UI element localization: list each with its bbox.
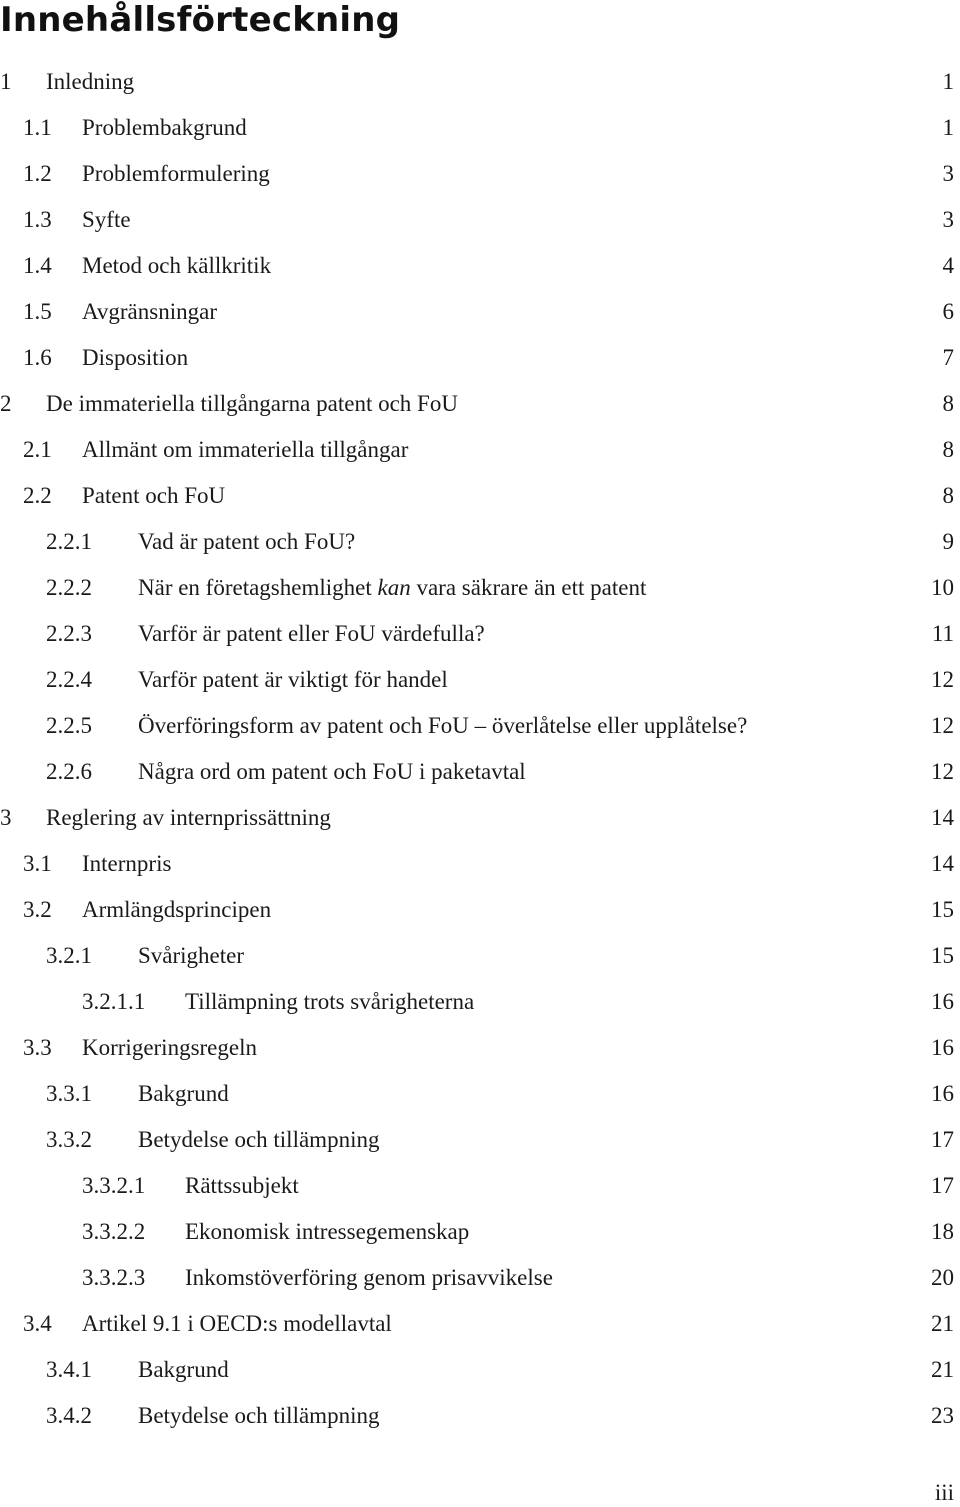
toc-entry-title: Inledning xyxy=(46,69,135,94)
toc-entry-title: Inkomstöverföring genom prisavvikelse xyxy=(185,1265,553,1290)
toc-entry[interactable] xyxy=(0,703,960,749)
toc-entry-title: Problemformulering xyxy=(82,161,270,186)
toc-entry-page: 23 xyxy=(931,1403,954,1428)
toc-entry[interactable] xyxy=(0,1071,960,1117)
toc-entry-number: 3.1 xyxy=(23,851,52,876)
toc-entry-number: 1.2 xyxy=(23,161,52,186)
toc-entry-title: Allmänt om immateriella tillgångar xyxy=(82,437,409,462)
toc-entry-number: 3.3.2.2 xyxy=(82,1219,146,1244)
toc-entry-title: Problembakgrund xyxy=(82,115,247,140)
toc-entry-title: Bakgrund xyxy=(138,1357,229,1382)
toc-entry-number: 3.2 xyxy=(23,897,52,922)
toc-entry[interactable] xyxy=(0,1209,960,1255)
toc-entry[interactable] xyxy=(0,1163,960,1209)
toc-entry-title: Artikel 9.1 i OECD:s modellavtal xyxy=(82,1311,392,1336)
toc-entry-page: 18 xyxy=(931,1219,954,1244)
toc-entry-number: 2.2.5 xyxy=(46,713,92,738)
toc-entry[interactable] xyxy=(0,427,960,473)
toc-entry-page: 14 xyxy=(931,851,954,876)
toc-entry-number: 1 xyxy=(0,69,12,94)
toc-entry-title: Svårigheter xyxy=(138,943,245,968)
toc-entry-page: 16 xyxy=(931,1035,954,1060)
toc-entry[interactable] xyxy=(0,887,960,933)
toc-entry[interactable] xyxy=(0,841,960,887)
toc-entry-page: 6 xyxy=(942,299,954,324)
toc-entry-title: Ekonomisk intressegemenskap xyxy=(185,1219,470,1244)
toc-entry[interactable] xyxy=(0,933,960,979)
toc-entry-title: Varför patent är viktigt för handel xyxy=(138,667,448,692)
toc-entry-page: 11 xyxy=(931,621,954,646)
toc-entry-title: Bakgrund xyxy=(138,1081,229,1106)
toc-entry[interactable] xyxy=(0,473,960,519)
toc-entry[interactable] xyxy=(0,565,960,611)
toc-entry-title: De immateriella tillgångarna patent och FoU xyxy=(46,391,458,416)
toc-entry-title: Betydelse och tillämpning xyxy=(138,1403,380,1428)
toc-entry-page: 17 xyxy=(931,1173,954,1198)
toc-entry-page: 3 xyxy=(942,207,954,232)
toc-entry-number: 2 xyxy=(0,391,12,416)
toc-entry-page: 10 xyxy=(931,575,954,600)
toc-entry-title-start: När en företagshemlighet xyxy=(138,575,378,600)
toc-entry-title: Varför är patent eller FoU värdefulla? xyxy=(138,621,485,646)
toc-entry-title xyxy=(138,565,646,611)
toc-entry-page: 21 xyxy=(931,1311,954,1336)
toc-entry[interactable] xyxy=(0,335,960,381)
toc-entry-number: 3 xyxy=(0,805,12,830)
toc-entry[interactable] xyxy=(0,151,960,197)
toc-entry-title: Syfte xyxy=(82,207,131,232)
toc-entry-title-end: vara säkrare än ett patent xyxy=(410,575,647,600)
toc-entry-page: 16 xyxy=(931,989,954,1014)
toc-entry-number: 1.6 xyxy=(23,345,52,370)
toc-entry-page: 1 xyxy=(942,115,954,140)
toc-entry[interactable] xyxy=(0,519,960,565)
toc-entry-title: Tillämpning trots svårigheterna xyxy=(185,989,475,1014)
toc-entry[interactable] xyxy=(0,1025,960,1071)
toc-entry-page: 3 xyxy=(942,161,954,186)
toc-entry-page: 12 xyxy=(931,667,954,692)
toc-entry-number: 1.5 xyxy=(23,299,52,324)
toc-entry-title: Rättssubjekt xyxy=(185,1173,299,1198)
toc-entry-number: 1.1 xyxy=(23,115,52,140)
toc-entry-number: 3.4.2 xyxy=(46,1403,92,1428)
toc-entry[interactable] xyxy=(0,1347,960,1393)
toc-entry[interactable] xyxy=(0,795,960,841)
toc-entry-title: Korrigeringsregeln xyxy=(82,1035,257,1060)
toc-entry-page: 8 xyxy=(942,391,954,416)
toc-entry-number: 3.3 xyxy=(23,1035,52,1060)
toc-entry-page: 4 xyxy=(942,253,954,278)
toc-entry[interactable] xyxy=(0,243,960,289)
toc-entry-title: Reglering av internprissättning xyxy=(46,805,331,830)
toc-entry-number: 3.3.2.3 xyxy=(82,1265,146,1290)
toc-entry-page: 1 xyxy=(942,69,954,94)
toc-entry[interactable] xyxy=(0,105,960,151)
toc-entry-page: 8 xyxy=(942,437,954,462)
toc-entry[interactable] xyxy=(0,381,960,427)
toc-entry[interactable] xyxy=(0,59,960,105)
toc-entry-page: 20 xyxy=(931,1265,954,1290)
toc-entry-title: Avgränsningar xyxy=(82,299,217,324)
toc-entry-title: Armlängdsprincipen xyxy=(82,897,272,922)
toc-entry[interactable] xyxy=(0,197,960,243)
toc-entry-number: 3.4 xyxy=(23,1311,52,1336)
toc-entry-number: 2.2.3 xyxy=(46,621,92,646)
toc-entry[interactable] xyxy=(0,611,960,657)
toc-entry-title: Vad är patent och FoU? xyxy=(138,529,356,554)
toc-entry-number: 2.2.6 xyxy=(46,759,92,784)
toc-entry-number: 2.1 xyxy=(23,437,52,462)
toc-entry-number: 2.2.1 xyxy=(46,529,92,554)
toc-entry-page: 12 xyxy=(931,759,954,784)
toc-entry-page: 17 xyxy=(931,1127,954,1152)
toc-entry-title: Patent och FoU xyxy=(82,483,226,508)
toc-entry-page: 7 xyxy=(942,345,954,370)
toc-entry-number: 2.2.4 xyxy=(46,667,92,692)
toc-entry-number: 1.4 xyxy=(23,253,52,278)
page-number: iii xyxy=(934,1480,954,1505)
toc-entry-number: 3.3.2 xyxy=(46,1127,92,1152)
toc-entry[interactable] xyxy=(0,979,960,1025)
toc-entry-page: 16 xyxy=(931,1081,954,1106)
toc-entry-page: 14 xyxy=(931,805,954,830)
toc-entry[interactable] xyxy=(0,1117,960,1163)
toc-entry-number: 3.3.1 xyxy=(46,1081,92,1106)
toc-entry[interactable] xyxy=(0,1393,960,1439)
toc-entry-title-emphasis: kan xyxy=(377,575,411,600)
toc-entry-page: 21 xyxy=(931,1357,954,1382)
toc-list xyxy=(0,59,960,1439)
toc-entry[interactable] xyxy=(0,289,960,335)
toc-entry-title: Disposition xyxy=(82,345,189,370)
toc-entry[interactable] xyxy=(0,749,960,795)
toc-entry[interactable] xyxy=(0,1255,960,1301)
toc-entry-page: 15 xyxy=(931,943,954,968)
toc-entry-page: 8 xyxy=(942,483,954,508)
toc-entry[interactable] xyxy=(0,657,960,703)
toc-entry-number: 2.2.2 xyxy=(46,575,92,600)
toc-entry-title: Metod och källkritik xyxy=(82,253,272,278)
toc-entry-title: Internpris xyxy=(82,851,172,876)
toc-entry-title: Överföringsform av patent och FoU – överlåtelse eller upplåtelse? xyxy=(138,713,748,738)
toc-entry-number: 1.3 xyxy=(23,207,52,232)
toc-entry-number: 2.2 xyxy=(23,483,52,508)
toc-entry-page: 12 xyxy=(931,713,954,738)
toc-entry-number: 3.4.1 xyxy=(46,1357,92,1382)
toc-entry-title: Betydelse och tillämpning xyxy=(138,1127,380,1152)
toc-entry-number: 3.3.2.1 xyxy=(82,1173,146,1198)
toc-entry-title: Några ord om patent och FoU i paketavtal xyxy=(138,759,526,784)
toc-entry-number: 3.2.1.1 xyxy=(82,989,146,1014)
toc-entry-page: 9 xyxy=(942,529,954,554)
toc-entry-page: 15 xyxy=(931,897,954,922)
page-title: Innehållsförteckning xyxy=(0,0,401,40)
toc-entry-number: 3.2.1 xyxy=(46,943,92,968)
toc-entry[interactable] xyxy=(0,1301,960,1347)
